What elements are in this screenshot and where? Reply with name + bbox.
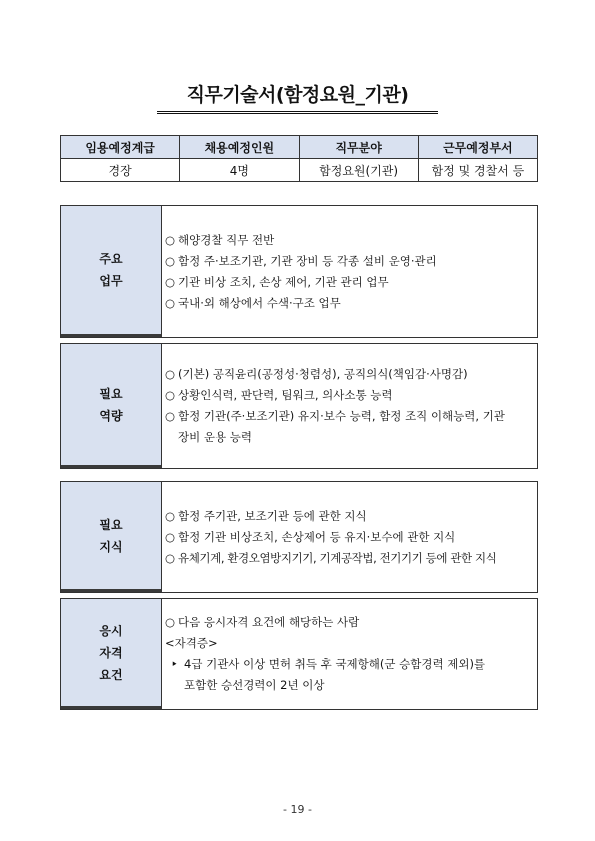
list-item-text: 장비 운용 능력 xyxy=(178,430,252,444)
label-line: 필요 xyxy=(99,386,123,401)
list-item-text: 유체기계, 환경오염방지기기, 기계공작법, 전기기기 등에 관한 지식 xyxy=(178,550,497,565)
list-item-text: 함정 기관(주·보조기관) 유지·보수 능력, 함정 조직 이해능력, 기관 xyxy=(178,409,505,423)
section-required-competency xyxy=(60,343,538,469)
bullet-icon: ○ xyxy=(165,529,176,544)
list-item xyxy=(165,230,533,251)
label-line: 필요 xyxy=(99,517,123,532)
value-department: 함정 및 경찰서 등 xyxy=(418,159,537,182)
section-label xyxy=(61,599,162,709)
triangle-bullet-icon: ‣ xyxy=(171,657,178,671)
bullet-icon: ○ xyxy=(165,388,176,402)
value-field: 함정요원(기관) xyxy=(299,159,418,182)
title-wrap xyxy=(0,80,595,114)
list-item xyxy=(165,506,533,527)
section-label xyxy=(61,482,162,592)
list-item xyxy=(165,272,533,293)
label-line: 응시 xyxy=(99,623,123,638)
section-content xyxy=(162,482,537,592)
list-item xyxy=(165,406,533,427)
label-line: 업무 xyxy=(99,274,123,288)
label-line: 주요 xyxy=(99,252,123,266)
value-headcount: 4명 xyxy=(180,159,299,182)
list-item-text: 국내·외 해상에서 수색·구조 업무 xyxy=(178,295,341,310)
label-line: 역량 xyxy=(99,408,123,423)
bullet-icon: ○ xyxy=(165,409,176,423)
bullet-icon xyxy=(171,675,184,696)
bullet-icon: ○ xyxy=(165,274,176,289)
label-line: 자격 xyxy=(99,645,123,660)
info-table xyxy=(60,135,538,182)
bullet-icon: ○ xyxy=(165,232,176,247)
section-content xyxy=(162,599,537,709)
header-headcount: 채용예정인원 xyxy=(180,136,299,159)
list-item-text: 해양경찰 직무 전반 xyxy=(178,232,275,247)
section-label xyxy=(61,206,162,337)
bullet-icon: ○ xyxy=(165,295,176,310)
list-item-text: 포함한 승선경력이 2년 이상 xyxy=(184,678,325,692)
list-item xyxy=(165,548,533,569)
bullet-icon: ○ xyxy=(165,615,176,629)
list-item-text: 기관 비상 조치, 손상 제어, 기관 관리 업무 xyxy=(178,274,389,289)
section-label xyxy=(61,344,162,468)
list-item-text: 함정 주기관, 보조기관 등에 관한 지식 xyxy=(178,508,367,523)
bullet-icon: ○ xyxy=(165,253,176,268)
page-number: - 19 - xyxy=(283,803,312,816)
bullet-icon: ○ xyxy=(165,550,176,565)
list-item xyxy=(165,251,533,272)
list-item xyxy=(165,293,533,314)
subheading-text: <자격증> xyxy=(165,636,218,650)
list-item-continuation xyxy=(165,675,533,696)
section-eligibility xyxy=(60,598,538,710)
section-required-knowledge xyxy=(60,481,538,593)
label-line: 요건 xyxy=(99,667,123,682)
header-rank: 임용예정계급 xyxy=(61,136,180,159)
bullet-icon: ○ xyxy=(165,508,176,523)
section-main-duties xyxy=(60,205,538,338)
list-item-text: 다음 응시자격 요건에 해당하는 사람 xyxy=(178,615,360,629)
info-header-row xyxy=(61,136,538,159)
list-item-text: (기본) 공직윤리(공정성·청렴성), 공직의식(책임감·사명감) xyxy=(178,367,468,381)
list-item-text: 함정 주·보조기관, 기관 장비 등 각종 설비 운영·관리 xyxy=(178,253,437,268)
bullet-icon: ○ xyxy=(165,367,176,381)
section-content xyxy=(162,344,537,468)
label-line: 지식 xyxy=(99,539,123,554)
value-rank: 경장 xyxy=(61,159,180,182)
list-item-continuation xyxy=(165,427,533,448)
list-item xyxy=(165,364,533,385)
list-item xyxy=(165,527,533,548)
header-field: 직무분야 xyxy=(299,136,418,159)
list-item xyxy=(165,385,533,406)
bullet-icon xyxy=(165,427,178,448)
list-item-text: 4급 기관사 이상 면허 취득 후 국제항해(군 승함경력 제외)를 xyxy=(184,657,486,671)
section-content xyxy=(162,206,537,337)
header-department: 근무예정부서 xyxy=(418,136,537,159)
list-item-text: 함정 기관 비상조치, 손상제어 등 유지·보수에 관한 지식 xyxy=(178,529,456,544)
subheading xyxy=(165,633,533,654)
list-item-text: 상황인식력, 판단력, 팀워크, 의사소통 능력 xyxy=(178,388,393,402)
list-item xyxy=(165,612,533,633)
list-item xyxy=(165,654,533,675)
info-value-row xyxy=(61,159,538,182)
page-title: 직무기술서(함정요원_기관) xyxy=(157,80,439,114)
